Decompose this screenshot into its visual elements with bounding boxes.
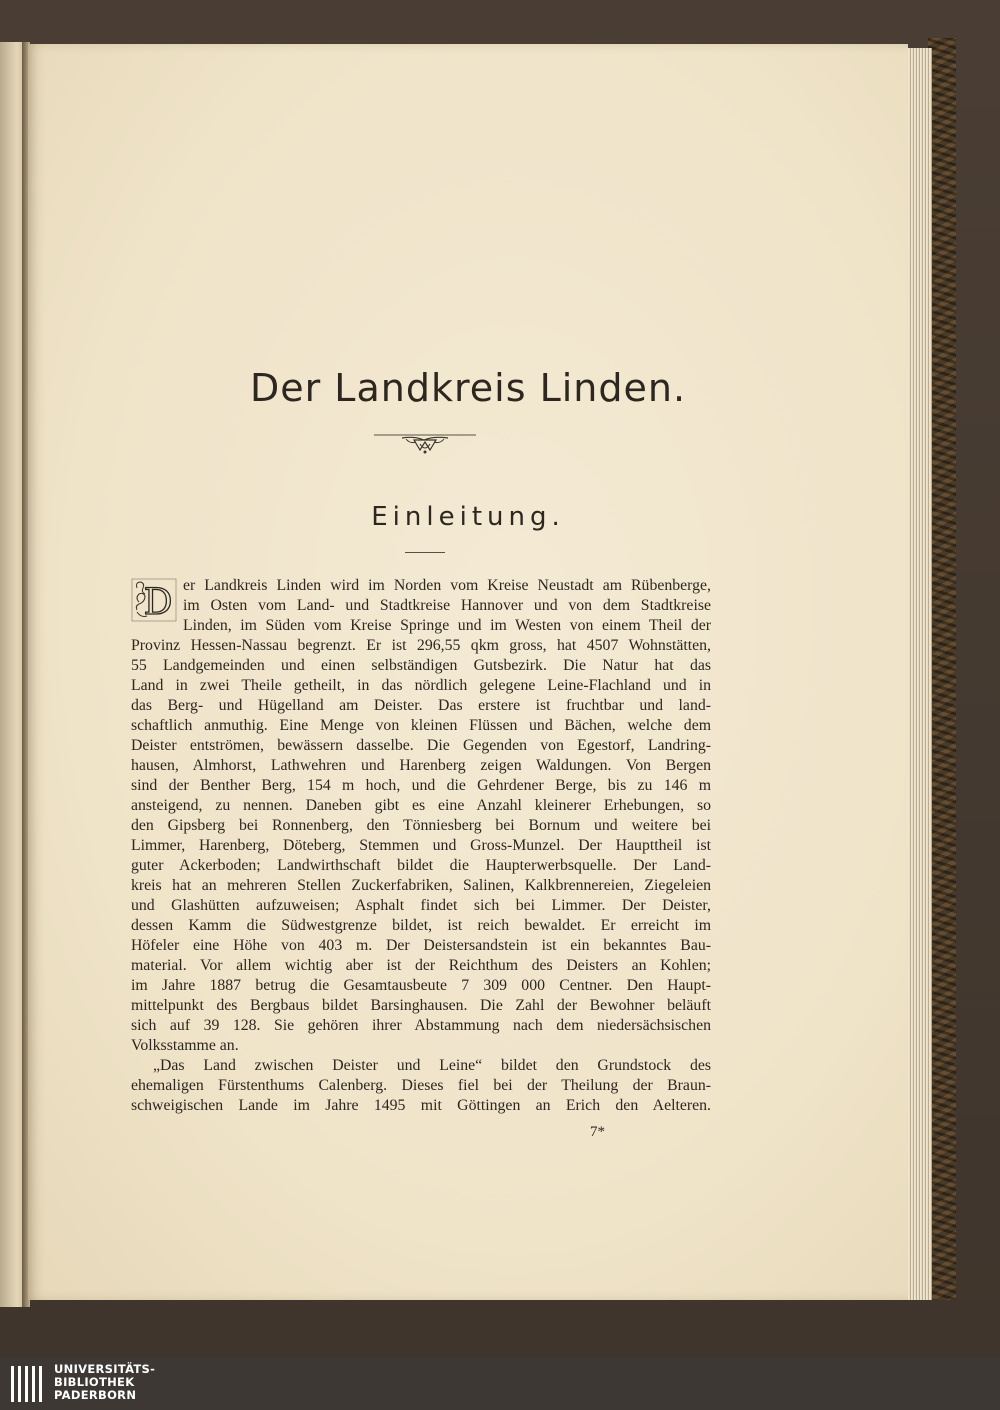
library-name-line: BIBLIOTHEK (54, 1375, 135, 1389)
paragraph-2 (131, 1056, 711, 1116)
text-line: dessen Kamm die Südwestgrenze bildet, ist reich bewaldet. Er erreicht im (131, 917, 711, 934)
left-page-edge (0, 42, 24, 1307)
text-line: Provinz Hessen-Nassau begrenzt. Er ist 296,55 qkm gross, hat 4507 Wohnstätten, (131, 637, 711, 654)
text-line: sich auf 39 128. Sie gehören ihrer Abstammung nach dem niedersächsischen (131, 1017, 711, 1034)
text-line: im Jahre 1887 betrug die Gesamtausbeute 7 309 000 Centner. Den Haupt- (131, 977, 711, 994)
text-line: ansteigend, zu nennen. Daneben gibt es eine Anzahl kleinerer Erhebungen, so (131, 797, 711, 814)
text-line: sind der Benther Berg, 154 m hoch, und die Gehrdener Berge, bis zu 146 m (131, 777, 711, 794)
paragraph-1 (131, 576, 711, 1056)
text-line: schweigischen Lande im Jahre 1495 mit Göttingen an Erich den Aelteren. (131, 1097, 711, 1114)
text-line: 55 Landgemeinden und einen selbständigen Gutsbezirk. Die Natur hat das (131, 657, 711, 674)
text-line: material. Vor allem wichtig aber ist der Reichthum des Deisters an Kohlen; (131, 957, 711, 974)
text-line: Land in zwei Theile getheilt, in das nördlich gelegene Leine-Flachland und in (131, 677, 711, 694)
heading-rule (405, 552, 445, 553)
text-line: Limmer, Harenberg, Döteberg, Stemmen und Gross-Munzel. Der Haupttheil ist (131, 837, 711, 854)
text-line: Linden, im Süden vom Kreise Springe und im Westen von einem Theil der (183, 617, 711, 634)
body-text (131, 576, 711, 1116)
text-line: schaftlich anmuthig. Eine Menge von kleinen Flüssen und Bächen, welche dem (131, 717, 711, 734)
text-line: Deister entströmen, bewässern dasselbe. Die Gegenden von Egestorf, Landring- (131, 737, 711, 754)
text-line: Höfeler eine Höhe von 403 m. Der Deistersandstein ist ein bekanntes Bau- (131, 937, 711, 954)
chapter-title: Der Landkreis Linden. (249, 366, 687, 410)
svg-text:D: D (143, 582, 173, 622)
text-line: Volksstamme an. (131, 1037, 239, 1054)
book-page (28, 44, 908, 1300)
university-library-logo-icon (8, 1362, 46, 1406)
text-line: mittelpunkt des Bergbaus bildet Barsinghausen. Die Zahl der Bewohner beläuft (131, 997, 711, 1014)
text-line: guter Ackerboden; Landwirthschaft bildet die Haupterwerbsquelle. Der Land- (131, 857, 711, 874)
text-line: im Osten vom Land- und Stadtkreise Hannover und von dem Stadtkreise (183, 597, 711, 614)
library-name-line: UNIVERSITÄTS- (54, 1362, 156, 1376)
text-line: den Gipsberg bei Ronnenberg, den Tönniesberg bei Bornum und weitere bei (131, 817, 711, 834)
text-line: das Berg- und Hügelland am Deister. Das erstere ist fruchtbar und land- (131, 697, 711, 714)
ornament-divider-icon (374, 432, 476, 456)
library-footer (0, 1358, 1000, 1410)
marbled-cover-board (928, 38, 956, 1300)
text-line: ehemaligen Fürstenthums Calenberg. Dieses fiel bei der Theilung der Braun- (131, 1077, 711, 1094)
page-number: 7* (590, 1124, 605, 1140)
library-name-line: PADERBORN (54, 1388, 137, 1402)
text-line: und Glashütten aufzuweisen; Asphalt findet sich bei Limmer. Der Deister, (131, 897, 711, 914)
text-line: „Das Land zwischen Deister und Leine“ bildet den Grundstock des (153, 1057, 711, 1074)
text-line: kreis hat an mehreren Stellen Zuckerfabriken, Salinen, Kalkbrennereien, Ziegeleien (131, 877, 711, 894)
ornamental-drop-cap (131, 578, 177, 622)
text-line: er Landkreis Linden wird im Norden vom Kreise Neustadt am Rübenberge, (183, 577, 711, 594)
section-heading: Einleitung. (371, 502, 565, 532)
library-name (54, 1363, 155, 1402)
text-line: hausen, Almhorst, Lathwehren und Harenberg zeigen Waldungen. Von Bergen (131, 757, 711, 774)
